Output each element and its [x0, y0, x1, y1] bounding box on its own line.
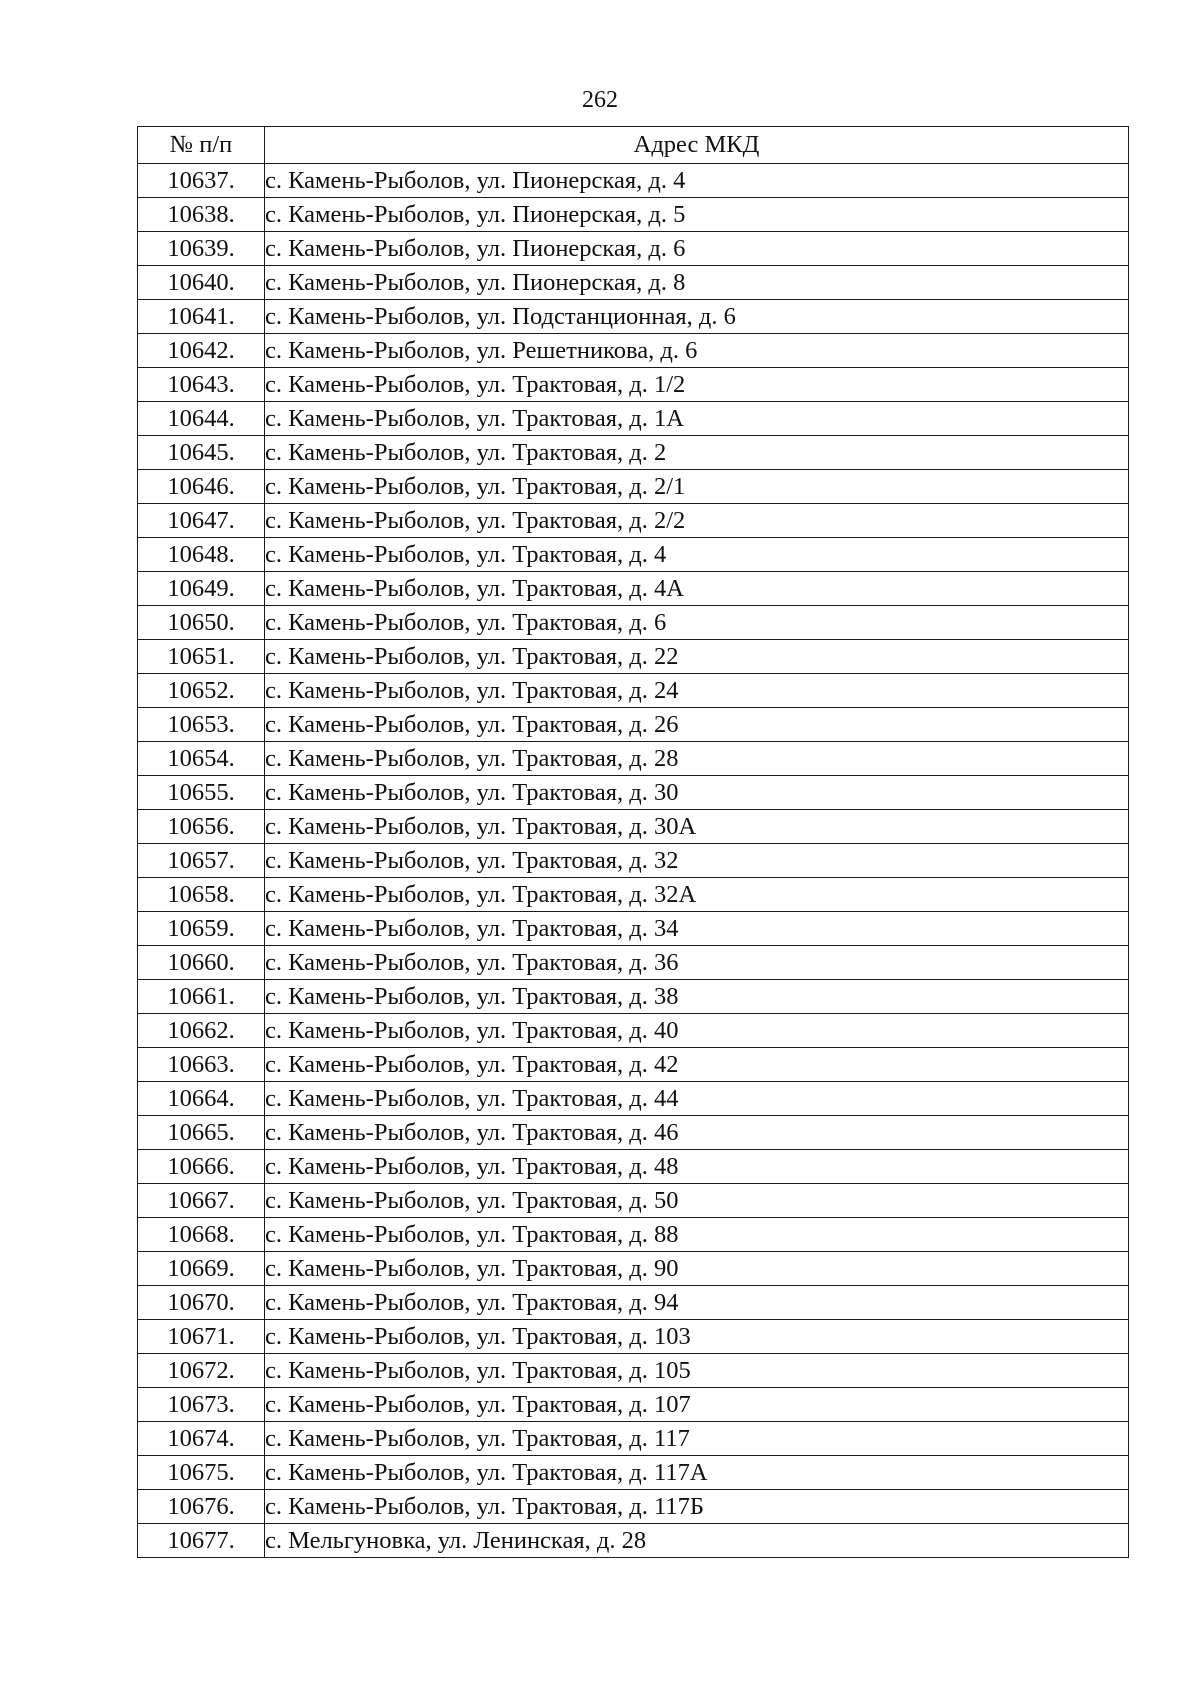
table-row — [138, 708, 1129, 742]
row-number: 10676. — [138, 1490, 265, 1524]
row-address: с. Камень-Рыболов, ул. Трактовая, д. 103 — [265, 1320, 1129, 1354]
row-address: с. Камень-Рыболов, ул. Трактовая, д. 50 — [265, 1184, 1129, 1218]
row-address: с. Камень-Рыболов, ул. Трактовая, д. 44 — [265, 1082, 1129, 1116]
table-row — [138, 402, 1129, 436]
row-number: 10645. — [138, 436, 265, 470]
table-row — [138, 742, 1129, 776]
table-header-row — [138, 127, 1129, 164]
row-address: с. Камень-Рыболов, ул. Трактовая, д. 4 — [265, 538, 1129, 572]
row-address: с. Камень-Рыболов, ул. Трактовая, д. 24 — [265, 674, 1129, 708]
row-address: с. Камень-Рыболов, ул. Трактовая, д. 88 — [265, 1218, 1129, 1252]
row-address: с. Камень-Рыболов, ул. Трактовая, д. 42 — [265, 1048, 1129, 1082]
table-row — [138, 1320, 1129, 1354]
row-address: с. Камень-Рыболов, ул. Трактовая, д. 107 — [265, 1388, 1129, 1422]
table-row — [138, 776, 1129, 810]
table-row — [138, 1286, 1129, 1320]
row-number: 10648. — [138, 538, 265, 572]
row-address: с. Камень-Рыболов, ул. Трактовая, д. 46 — [265, 1116, 1129, 1150]
table-row — [138, 1184, 1129, 1218]
column-header-number: № п/п — [138, 127, 265, 164]
table-row — [138, 1048, 1129, 1082]
table-row — [138, 674, 1129, 708]
row-address: с. Камень-Рыболов, ул. Трактовая, д. 2/2 — [265, 504, 1129, 538]
table-row — [138, 1422, 1129, 1456]
row-number: 10659. — [138, 912, 265, 946]
row-address: с. Камень-Рыболов, ул. Трактовая, д. 6 — [265, 606, 1129, 640]
table-row — [138, 606, 1129, 640]
row-address: с. Камень-Рыболов, ул. Трактовая, д. 117А — [265, 1456, 1129, 1490]
table-row — [138, 844, 1129, 878]
table-row — [138, 470, 1129, 504]
row-number: 10663. — [138, 1048, 265, 1082]
row-number: 10644. — [138, 402, 265, 436]
table-row — [138, 878, 1129, 912]
row-number: 10657. — [138, 844, 265, 878]
table-row — [138, 1524, 1129, 1558]
table-body — [138, 164, 1129, 1558]
row-number: 10661. — [138, 980, 265, 1014]
table-row — [138, 334, 1129, 368]
row-number: 10654. — [138, 742, 265, 776]
row-number: 10653. — [138, 708, 265, 742]
row-number: 10673. — [138, 1388, 265, 1422]
row-address: с. Мельгуновка, ул. Ленинская, д. 28 — [265, 1524, 1129, 1558]
row-number: 10641. — [138, 300, 265, 334]
row-address: с. Камень-Рыболов, ул. Трактовая, д. 38 — [265, 980, 1129, 1014]
row-number: 10646. — [138, 470, 265, 504]
table-row — [138, 1456, 1129, 1490]
row-address: с. Камень-Рыболов, ул. Трактовая, д. 32А — [265, 878, 1129, 912]
row-number: 10671. — [138, 1320, 265, 1354]
table-row — [138, 1082, 1129, 1116]
row-number: 10650. — [138, 606, 265, 640]
table-row — [138, 1150, 1129, 1184]
row-address: с. Камень-Рыболов, ул. Трактовая, д. 22 — [265, 640, 1129, 674]
row-number: 10638. — [138, 198, 265, 232]
table-row — [138, 1490, 1129, 1524]
row-number: 10651. — [138, 640, 265, 674]
row-address: с. Камень-Рыболов, ул. Трактовая, д. 94 — [265, 1286, 1129, 1320]
row-number: 10660. — [138, 946, 265, 980]
row-number: 10668. — [138, 1218, 265, 1252]
row-address: с. Камень-Рыболов, ул. Трактовая, д. 105 — [265, 1354, 1129, 1388]
mkd-address-table — [137, 126, 1129, 1558]
row-address: с. Камень-Рыболов, ул. Трактовая, д. 32 — [265, 844, 1129, 878]
row-address: с. Камень-Рыболов, ул. Трактовая, д. 30 — [265, 776, 1129, 810]
table-row — [138, 232, 1129, 266]
row-number: 10637. — [138, 164, 265, 198]
row-number: 10674. — [138, 1422, 265, 1456]
row-number: 10649. — [138, 572, 265, 606]
column-header-address: Адрес МКД — [265, 127, 1129, 164]
table-row — [138, 640, 1129, 674]
row-address: с. Камень-Рыболов, ул. Трактовая, д. 117Б — [265, 1490, 1129, 1524]
row-address: с. Камень-Рыболов, ул. Трактовая, д. 1А — [265, 402, 1129, 436]
row-number: 10658. — [138, 878, 265, 912]
table-row — [138, 946, 1129, 980]
row-number: 10675. — [138, 1456, 265, 1490]
table-row — [138, 572, 1129, 606]
table-row — [138, 1388, 1129, 1422]
table-row — [138, 980, 1129, 1014]
row-number: 10652. — [138, 674, 265, 708]
table-row — [138, 436, 1129, 470]
row-address: с. Камень-Рыболов, ул. Трактовая, д. 36 — [265, 946, 1129, 980]
table-row — [138, 266, 1129, 300]
row-address: с. Камень-Рыболов, ул. Пионерская, д. 8 — [265, 266, 1129, 300]
row-address: с. Камень-Рыболов, ул. Трактовая, д. 48 — [265, 1150, 1129, 1184]
table-row — [138, 1354, 1129, 1388]
row-number: 10662. — [138, 1014, 265, 1048]
row-number: 10655. — [138, 776, 265, 810]
row-number: 10643. — [138, 368, 265, 402]
row-number: 10666. — [138, 1150, 265, 1184]
row-address: с. Камень-Рыболов, ул. Пионерская, д. 5 — [265, 198, 1129, 232]
row-address: с. Камень-Рыболов, ул. Трактовая, д. 2/1 — [265, 470, 1129, 504]
table-row — [138, 538, 1129, 572]
row-number: 10665. — [138, 1116, 265, 1150]
table-row — [138, 164, 1129, 198]
row-address: с. Камень-Рыболов, ул. Трактовая, д. 90 — [265, 1252, 1129, 1286]
row-address: с. Камень-Рыболов, ул. Трактовая, д. 26 — [265, 708, 1129, 742]
row-address: с. Камень-Рыболов, ул. Решетникова, д. 6 — [265, 334, 1129, 368]
table-row — [138, 368, 1129, 402]
row-number: 10640. — [138, 266, 265, 300]
row-number: 10656. — [138, 810, 265, 844]
table-row — [138, 810, 1129, 844]
table-row — [138, 1252, 1129, 1286]
table-row — [138, 1218, 1129, 1252]
row-number: 10667. — [138, 1184, 265, 1218]
row-number: 10669. — [138, 1252, 265, 1286]
row-address: с. Камень-Рыболов, ул. Пионерская, д. 6 — [265, 232, 1129, 266]
row-number: 10647. — [138, 504, 265, 538]
row-address: с. Камень-Рыболов, ул. Пионерская, д. 4 — [265, 164, 1129, 198]
table-row — [138, 198, 1129, 232]
row-address: с. Камень-Рыболов, ул. Трактовая, д. 40 — [265, 1014, 1129, 1048]
row-address: с. Камень-Рыболов, ул. Трактовая, д. 2 — [265, 436, 1129, 470]
table-row — [138, 504, 1129, 538]
row-address: с. Камень-Рыболов, ул. Трактовая, д. 117 — [265, 1422, 1129, 1456]
row-address: с. Камень-Рыболов, ул. Трактовая, д. 34 — [265, 912, 1129, 946]
table-row — [138, 1014, 1129, 1048]
row-number: 10664. — [138, 1082, 265, 1116]
row-address: с. Камень-Рыболов, ул. Трактовая, д. 30А — [265, 810, 1129, 844]
row-address: с. Камень-Рыболов, ул. Трактовая, д. 28 — [265, 742, 1129, 776]
row-number: 10670. — [138, 1286, 265, 1320]
row-address: с. Камень-Рыболов, ул. Подстанционная, д. 6 — [265, 300, 1129, 334]
row-address: с. Камень-Рыболов, ул. Трактовая, д. 4А — [265, 572, 1129, 606]
table-row — [138, 1116, 1129, 1150]
row-number: 10639. — [138, 232, 265, 266]
row-address: с. Камень-Рыболов, ул. Трактовая, д. 1/2 — [265, 368, 1129, 402]
table-row — [138, 300, 1129, 334]
row-number: 10672. — [138, 1354, 265, 1388]
table-row — [138, 912, 1129, 946]
row-number: 10642. — [138, 334, 265, 368]
row-number: 10677. — [138, 1524, 265, 1558]
page-number: 262 — [582, 87, 618, 113]
